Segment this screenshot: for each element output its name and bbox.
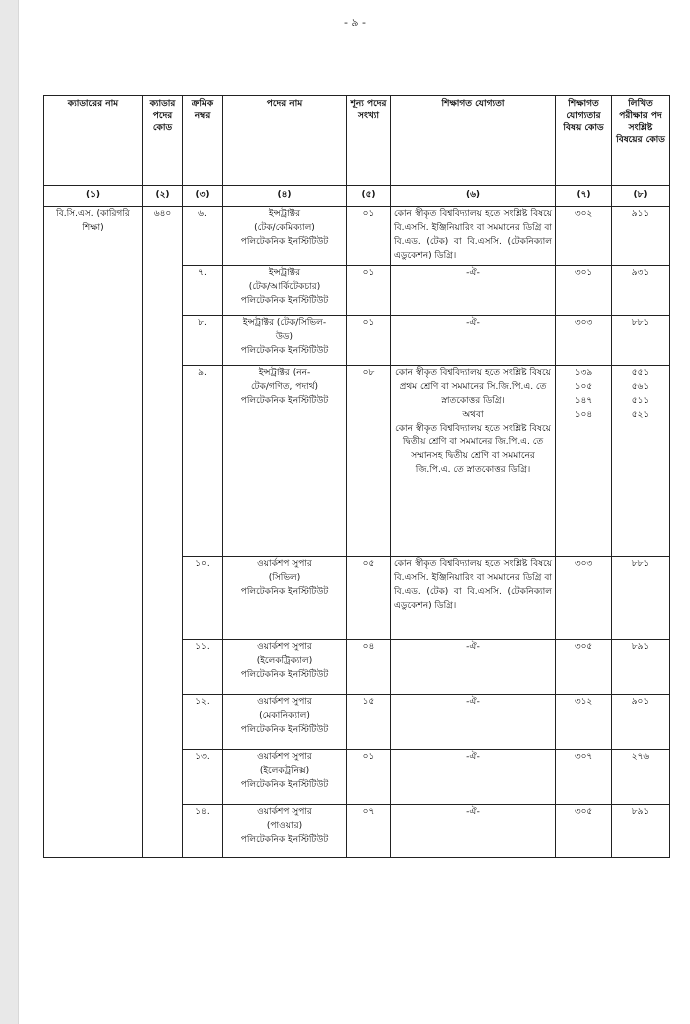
vacancy-cell: ০৭ bbox=[347, 804, 391, 857]
subject-code: ৩০২ bbox=[574, 209, 593, 219]
exam-code-cell bbox=[612, 556, 670, 639]
vacancy-cell: ০১ bbox=[347, 207, 391, 266]
post-name-cell bbox=[223, 315, 347, 365]
post-name-line: (টেক/কেমিক্যাল) bbox=[254, 222, 315, 233]
post-name-cell bbox=[223, 365, 347, 556]
exam-code: ৮৯১ bbox=[631, 641, 650, 652]
qualification-cell bbox=[391, 365, 556, 556]
header-subject-code: শিক্ষাগত যোগ্যতার বিষয় কোড bbox=[556, 96, 612, 186]
subject-code: ১০৪ bbox=[574, 409, 593, 420]
column-number-row bbox=[44, 186, 670, 207]
subject-code-cell bbox=[556, 749, 612, 804]
post-name-cell bbox=[223, 639, 347, 694]
subject-code: ৩০১ bbox=[574, 267, 593, 278]
post-name-line: ইন্সট্রাক্টর (টেক/সিভিল- bbox=[242, 317, 327, 328]
post-name-line: (সিভিল) bbox=[268, 572, 301, 583]
header-row bbox=[44, 96, 670, 186]
vacancy-cell: ০১ bbox=[347, 315, 391, 365]
serial-cell: ৬. bbox=[183, 207, 223, 266]
exam-code: ৯০১ bbox=[631, 696, 650, 707]
subject-code: ১৩৯ bbox=[574, 367, 593, 378]
post-name-line: ওয়ার্কশপ সুপার bbox=[257, 806, 312, 817]
qualification-option-a: কোন স্বীকৃত বিশ্ববিদ্যালয় হতে সংশ্লিষ্ট বিষয়ে প্রথম শ্রেণি বা সমমানের সি.জি.পি.এ. তে স্নাতকোত্তর ডিগ্রি। bbox=[395, 367, 551, 406]
column-number: (৩) bbox=[183, 186, 223, 207]
post-name-line: ইন্সট্রাক্টর bbox=[268, 267, 301, 278]
serial-cell: ১৩. bbox=[183, 749, 223, 804]
qualification-cell: -ঐ- bbox=[391, 315, 556, 365]
qualification-or: অথবা bbox=[462, 409, 484, 420]
qualification-cell: -ঐ- bbox=[391, 639, 556, 694]
subject-code: ১০৫ bbox=[574, 381, 593, 392]
qualification-cell: -ঐ- bbox=[391, 749, 556, 804]
exam-code: ৯৩১ bbox=[631, 267, 650, 278]
cadre-code-cell bbox=[143, 207, 183, 858]
subject-code: ৩০৭ bbox=[574, 751, 593, 762]
exam-code-cell bbox=[612, 315, 670, 365]
post-name-line: পলিটেকনিক ইনস্টিটিউট bbox=[240, 345, 329, 356]
exam-code: ৫৬১ bbox=[631, 381, 650, 392]
subject-code-cell bbox=[556, 207, 612, 266]
post-name-line: ইন্সট্রাক্টর bbox=[268, 209, 301, 219]
exam-code: ৯১১ bbox=[631, 209, 650, 219]
exam-code: ৫২১ bbox=[631, 409, 650, 420]
column-number: (২) bbox=[143, 186, 183, 207]
subject-code: ৩০৫ bbox=[574, 641, 593, 652]
exam-code: ৫৫১ bbox=[631, 367, 650, 378]
exam-code-cell bbox=[612, 365, 670, 556]
page-number: - ৯ - bbox=[343, 16, 367, 29]
post-table bbox=[43, 95, 670, 858]
post-name-line: টেক/গণিত, পদার্থ) bbox=[250, 381, 319, 392]
post-name-line: পলিটেকনিক ইনস্টিটিউট bbox=[240, 834, 329, 845]
header-qualification: শিক্ষাগত যোগ্যতা bbox=[391, 96, 556, 186]
header-post-name: পদের নাম bbox=[223, 96, 347, 186]
serial-cell: ৯. bbox=[183, 365, 223, 556]
serial-cell: ১৪. bbox=[183, 804, 223, 857]
post-name-line: পলিটেকনিক ইনস্টিটিউট bbox=[240, 295, 329, 306]
exam-code: ৮৮১ bbox=[631, 558, 650, 569]
serial-cell: ১০. bbox=[183, 556, 223, 639]
post-name-line: (ইলেকট্রিক্যাল) bbox=[256, 655, 313, 666]
post-name-line: ইন্সট্রাক্টর (নন- bbox=[258, 367, 311, 378]
qualification-cell: কোন স্বীকৃত বিশ্ববিদ্যালয় হতে সংশ্লিষ্ট বিষয়ে বি.এসসি. ইঞ্জিনিয়ারিং বা সমমানের ডিগ্রি বা বি.এড. (টেক) বা বি.এসসি. (টেকনিক্যাল এডুকেশন) ডিগ্রি। bbox=[391, 207, 556, 266]
subject-code: ৩০৩ bbox=[574, 317, 593, 328]
subject-code-cell bbox=[556, 315, 612, 365]
post-name-line: উড) bbox=[275, 331, 294, 342]
exam-code: ২৭৬ bbox=[631, 751, 650, 762]
subject-code-cell bbox=[556, 639, 612, 694]
table-row bbox=[44, 207, 670, 266]
post-name-cell bbox=[223, 207, 347, 266]
serial-cell: ১১. bbox=[183, 639, 223, 694]
header-serial: ক্রমিক নম্বর bbox=[183, 96, 223, 186]
post-name-cell bbox=[223, 694, 347, 749]
exam-code-cell bbox=[612, 639, 670, 694]
column-number: (৫) bbox=[347, 186, 391, 207]
post-name-line: পলিটেকনিক ইনস্টিটিউট bbox=[240, 395, 329, 406]
column-number: (৬) bbox=[391, 186, 556, 207]
subject-code: ১৪৭ bbox=[574, 395, 593, 406]
post-name-line: পলিটেকনিক ইনস্টিটিউট bbox=[240, 779, 329, 790]
post-name-cell bbox=[223, 556, 347, 639]
vacancy-cell: ০১ bbox=[347, 265, 391, 315]
post-name-line: (টেক/আর্কিটেকচার) bbox=[248, 281, 321, 292]
subject-code-cell bbox=[556, 365, 612, 556]
post-name-line: ওয়ার্কশপ সুপার bbox=[257, 696, 312, 707]
post-name-line: পলিটেকনিক ইনস্টিটিউট bbox=[240, 669, 329, 680]
qualification-cell: -ঐ- bbox=[391, 265, 556, 315]
post-name-cell bbox=[223, 804, 347, 857]
exam-code-cell bbox=[612, 804, 670, 857]
post-name-line: পলিটেকনিক ইনস্টিটিউট bbox=[240, 724, 329, 735]
subject-code-cell bbox=[556, 804, 612, 857]
cadre-code: ৬৪০ bbox=[153, 209, 172, 219]
post-name-line: (পাওয়ার) bbox=[266, 820, 303, 831]
serial-cell: ৮. bbox=[183, 315, 223, 365]
exam-code-cell bbox=[612, 207, 670, 266]
vacancy-cell: ০৪ bbox=[347, 639, 391, 694]
column-number: (৪) bbox=[223, 186, 347, 207]
post-name-cell bbox=[223, 265, 347, 315]
document-page bbox=[18, 0, 690, 1024]
post-name-line: পলিটেকনিক ইনস্টিটিউট bbox=[240, 236, 329, 247]
exam-code: ৮৯১ bbox=[631, 806, 650, 817]
vacancy-cell: ০৮ bbox=[347, 365, 391, 556]
subject-code: ৩০৩ bbox=[574, 558, 593, 569]
post-name-line: পলিটেকনিক ইনস্টিটিউট bbox=[240, 586, 329, 597]
exam-code-cell bbox=[612, 749, 670, 804]
exam-code: ৫১১ bbox=[631, 395, 650, 406]
post-name-line: (ইলেকট্রনিক্স) bbox=[259, 765, 310, 776]
exam-code-cell bbox=[612, 265, 670, 315]
vacancy-cell: ০১ bbox=[347, 749, 391, 804]
header-exam-code: লিখিত পরীক্ষার পদ সংশ্লিষ্ট বিষয়ের কোড bbox=[612, 96, 670, 186]
cadre-name-cell bbox=[44, 207, 143, 858]
header-cadre-code: ক্যাডার পদের কোড bbox=[143, 96, 183, 186]
column-number: (৮) bbox=[612, 186, 670, 207]
serial-cell: ১২. bbox=[183, 694, 223, 749]
vacancy-cell: ০৫ bbox=[347, 556, 391, 639]
post-name-cell bbox=[223, 749, 347, 804]
subject-code: ৩০৫ bbox=[574, 806, 593, 817]
qualification-cell: -ঐ- bbox=[391, 804, 556, 857]
header-cadre-name: ক্যাডারের নাম bbox=[44, 96, 143, 186]
subject-code-cell bbox=[556, 556, 612, 639]
post-name-line: (মেকানিক্যাল) bbox=[259, 710, 310, 721]
qualification-cell: -ঐ- bbox=[391, 694, 556, 749]
serial-cell: ৭. bbox=[183, 265, 223, 315]
subject-code-cell bbox=[556, 694, 612, 749]
exam-code-cell bbox=[612, 694, 670, 749]
post-name-line: ওয়ার্কশপ সুপার bbox=[257, 558, 312, 569]
qualification-option-b: কোন স্বীকৃত বিশ্ববিদ্যালয় হতে সংশ্লিষ্ট বিষয়ে দ্বিতীয় শ্রেণি বা সমমানের জি.পি.এ. তে সম্মানসহ দ্বিতীয় শ্রেণি বা সমমানের জি.পি.এ. তে স্নাতকোত্তর ডিগ্রি। bbox=[395, 423, 551, 476]
qualification-cell: কোন স্বীকৃত বিশ্ববিদ্যালয় হতে সংশ্লিষ্ট বিষয়ে বি.এসসি. ইঞ্জিনিয়ারিং বা সমমানের ডিগ্রি বা বি.এড. (টেক) বা বি.এসসি. (টেকনিক্যাল এডুকেশন) ডিগ্রি। bbox=[391, 556, 556, 639]
vacancy-cell: ১৫ bbox=[347, 694, 391, 749]
subject-code-cell bbox=[556, 265, 612, 315]
post-name-line: ওয়ার্কশপ সুপার bbox=[257, 641, 312, 652]
subject-code: ৩১২ bbox=[574, 696, 593, 707]
header-vacancy: শূন্য পদের সংখ্যা bbox=[347, 96, 391, 186]
exam-code: ৮৮১ bbox=[631, 317, 650, 328]
column-number: (৭) bbox=[556, 186, 612, 207]
cadre-name: বি.সি.এস. (কারিগরি শিক্ষা) bbox=[56, 209, 130, 233]
column-number: (১) bbox=[44, 186, 143, 207]
post-name-line: ওয়ার্কশপ সুপার bbox=[257, 751, 312, 762]
